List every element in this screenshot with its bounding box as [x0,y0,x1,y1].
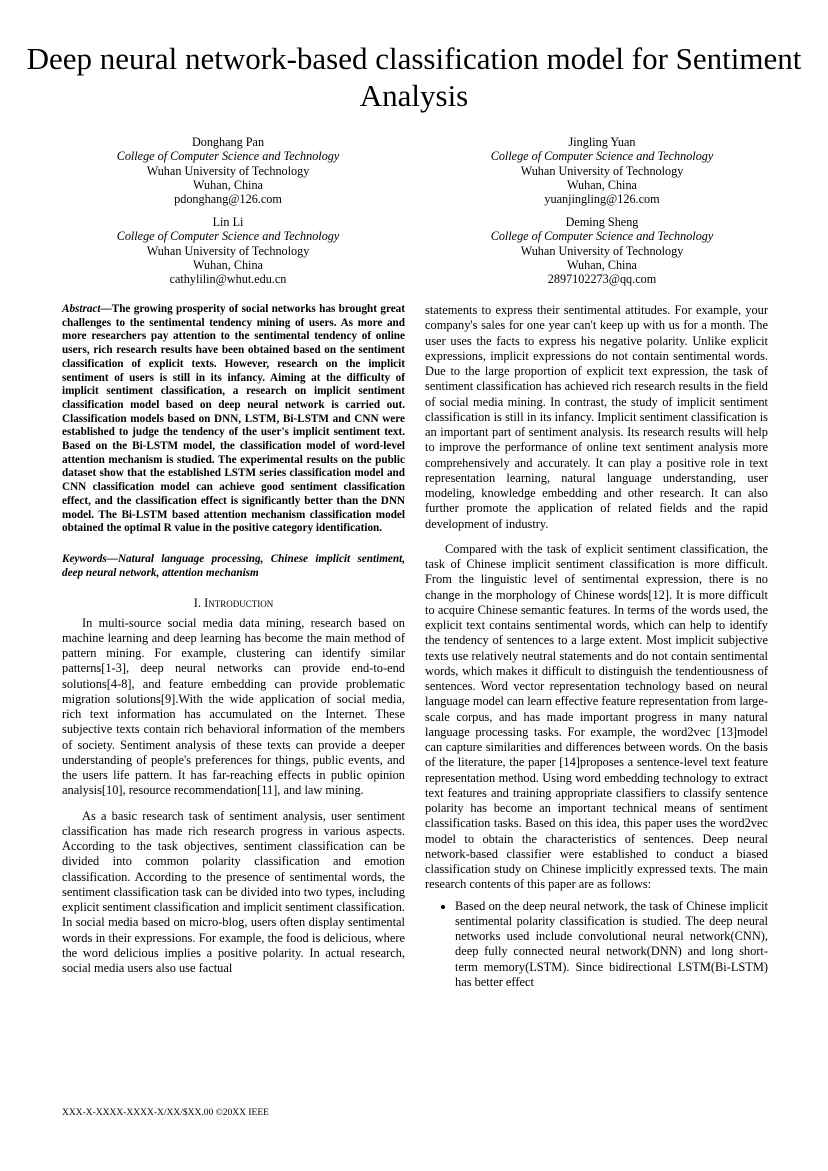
paper-title: Deep neural network-based classification model for Sentiment Analysis [26,41,802,113]
keywords-label: Keywords [62,552,107,565]
author-name: Deming Sheng [565,215,639,229]
author-affiliation: College of Computer Science and Technology [490,149,714,164]
author-location: Wuhan, China [567,177,637,192]
author-block-1 [78,135,378,206]
author-block-4 [452,215,752,286]
author-affiliation: College of Computer Science and Technology [116,229,340,244]
body-paragraph-1: statements to express their sentimental attitudes. For example, your company's sales for one year can't keep up with us for a month. The user uses the facts to express his negative polarity. Unlike explicit expressions, implicit expressions do not contain sentimental words. Due to the large proportion of explicit text expression, the task of sentiment classification has achieved rich research results in the field of social media mining. In contrast, the study of implicit sentiment classification is still in its infancy. Implicit sentiment classification is an important part of sentiment analysis. Its research results will help to improve the performance of online text sentiment analysis more comprehensively and accurately. It can play a positive role in text representation learning, natural language understanding, user modeling, knowledge embedding and other research. It can also further promote the application of related fields and the rapid development of industry. [425,303,768,531]
author-affiliation: College of Computer Science and Technology [490,229,714,244]
abstract-text: —The growing prosperity of social networks has brought great challenges to the sentimental tendency mining of users. As more and more researchers pay attention to the sentimental tendency of online users, rich research results have been obtained based on the sentiment classification of explicit texts. However, research on the implicit sentiment of users is still in its infancy. Aiming at the difficulty of implicit sentiment classification, a research on implicit sentiment classification model based on deep neural network is carried out. Classification models based on DNN, LSTM, Bi-LSTM and CNN were established to judge the tendency of the user's implicit sentiment text. Based on the Bi-LSTM model, the classification model of word-level attention mechanism is studied. The experimental results on the public dataset show that the established LSTM series classification model and CNN classification model can achieve good sentiment classification effect, and the classification effect is significantly better than the DNN model. The Bi-LSTM based attention mechanism classification model obtained the optimal R value in the positive category identification. [62,303,405,535]
right-column [425,303,768,990]
keywords-text: —Natural language processing, Chinese implicit sentiment, deep neural network, attention mechanism [62,552,405,579]
author-email: 2897102273@qq.com [547,272,657,287]
list-item: • Based on the deep neural network, the task of Chinese implicit sentimental polarity classification is studied. The deep neural networks used include convolutional neural network(CNN), deep fully connected neural network(DNN) and long short-term memory(LSTM). Since bidirectional LSTM(Bi-LSTM) has better effect [455,899,768,991]
author-email: yuanjingling@126.com [544,192,660,207]
intro-paragraph-1: In multi-source social media data mining, research based on machine learning and deep learning has become the main method of pattern mining. For example, clustering can identify similar patterns[1-3], deep neural networks can provide end-to-end solutions[4-8], and feature embedding can provide problematic migration solutions[9].With the wide application of social media, rich text information has accumulated on the Internet. These subjective texts contain rich behavioral information of the members of society. Sentiment analysis of these texts can provide a deeper understanding of people's preferences for things, public events, and the users life pattern. It has far-reaching effects in public opinion analysis[10], resource recommendation[11], and law mining. [62,615,405,798]
author-location: Wuhan, China [193,257,263,272]
copyright-footer: XXX-X-XXXX-XXXX-X/XX/$XX.00 ©20XX IEEE [62,1108,269,1118]
author-name: Lin Li [212,215,244,229]
author-name: Jingling Yuan [568,135,636,149]
author-university: Wuhan University of Technology [520,243,684,258]
abstract-label: Abstract [62,303,101,315]
author-name: Donghang Pan [191,135,265,149]
section-heading-introduction: I. Introduction [193,596,274,611]
author-block-2 [452,135,752,206]
left-column [62,303,405,976]
author-email: cathylilin@whut.edu.cn [169,272,287,287]
author-affiliation: College of Computer Science and Technology [116,149,340,164]
abstract [62,303,405,536]
author-university: Wuhan University of Technology [146,163,310,178]
author-block-3 [78,215,378,286]
author-university: Wuhan University of Technology [520,163,684,178]
body-paragraph-2: Compared with the task of explicit sentiment classification, the task of Chinese implicit sentiment classification is more difficult. From the linguistic level of sentimental expression, there is no change in the morphology of Chinese words[12]. It is more difficult to acquire Chinese semantic features. In terms of the words used, the explicit text contains sentimental words, which can help to identify the tendency of sentences to a large extent. Most implicit subjective texts use relatively neutral statements and do not contain sentimental words, which makes it difficult to distinguish the tendentiousness of sentences. Word vector representation technology based on neural language model can learn effective feature representation from large-scale corpus, and has made important progress in many natural language processing tasks. For example, the word2vec [13]model can capture similarities and differences between words. On the basis of the literature, the paper [14]proposes a sentence-level text feature representation method. Using word embedding technology to extract text features and training appropriate classifiers to classify sentence polarity has become an important technical means of sentiment classification tasks. Based on this idea, this paper uses the word2vec model to obtain the characteristics of sentences. Deep neural network-based classifier were established to conduct a biased classification study on Chinese implicitly expressed texts. The main research contents of this paper are as follows: [425,541,768,892]
keywords [62,553,405,580]
author-email: pdonghang@126.com [174,192,282,207]
contribution-list [425,899,768,991]
author-university: Wuhan University of Technology [146,243,310,258]
intro-paragraph-2: As a basic research task of sentiment analysis, user sentiment classification has made rich research progress in various aspects. According to the task objectives, sentiment classification can be divided into common polarity classification and emotion classification. According to the presence of sentimental words, the sentiment classification task can be divided into two types, including explicit sentiment classification and implicit sentiment classification. In social media based on micro-blog, users often display sentimental words in their expressions. For example, the food is delicious, where the word delicious implies a positive polarity. In actual research, social media users also use factual [62,808,405,976]
author-location: Wuhan, China [567,257,637,272]
author-location: Wuhan, China [193,177,263,192]
